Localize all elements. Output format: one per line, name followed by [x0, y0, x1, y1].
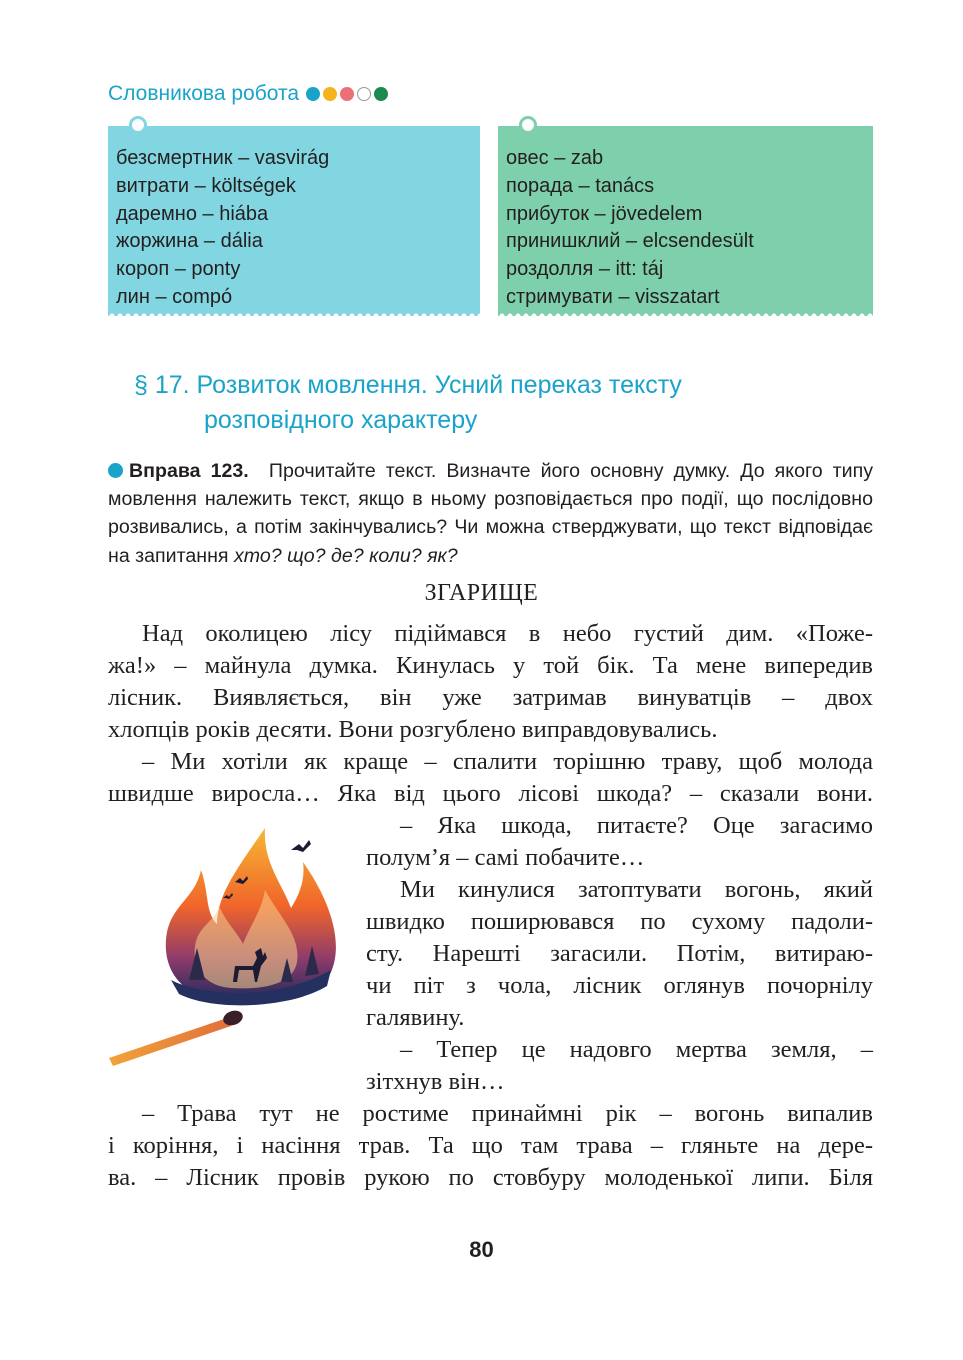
story-line: чи піт з чола, лісник оглянув почорнілу: [366, 972, 873, 999]
story-line: галявину.: [366, 1004, 465, 1031]
story-line: – Ми хотіли як краще – спалити торішню траву, щоб молода: [142, 748, 873, 775]
exercise-questions: хто? що? де? коли? як?: [233, 544, 458, 567]
level-dot-3: [340, 87, 354, 101]
story-line: лісник. Виявляється, він уже затримав винуватців – двох: [108, 684, 873, 711]
vocabulary-item: стримувати – visszatart: [506, 285, 720, 308]
level-dots: [306, 87, 388, 101]
story-line: швидше виросла… Яка від цього лісові шкода? – сказали вони.: [108, 780, 873, 807]
vocabulary-list-right: [506, 145, 754, 312]
story-line: сту. Нарешті загасили. Потім, витираю-: [366, 940, 873, 967]
story-line: Ми кинулися затоптувати вогонь, який: [400, 876, 873, 903]
ring-icon: [519, 116, 537, 134]
bullet-icon: [108, 463, 123, 478]
story-line: – Тепер це надовго мертва земля, –: [400, 1036, 873, 1063]
story-line: – Яка шкода, питаєте? Оце загасимо: [400, 812, 873, 839]
story-line: – Трава тут не ростиме принаймні рік – вогонь випалив: [142, 1100, 873, 1127]
vocabulary-item: жоржина – dália: [116, 230, 263, 253]
page-number: 80: [469, 1237, 494, 1262]
vocabulary-item: роздолля – itt: táj: [506, 258, 664, 281]
story-line: ва. – Лісник провів рукою по стовбуру молоденької липи. Біля: [108, 1164, 873, 1191]
section-title-line2: розповідного характеру: [204, 406, 478, 434]
story-line: полум’я – самі побачите…: [366, 844, 645, 871]
vocabulary-card-left: [108, 126, 480, 316]
exercise-label: Вправа 123.: [129, 460, 249, 482]
perforated-edge: [498, 313, 873, 319]
vocabulary-item: витрати – költségek: [116, 174, 296, 197]
section-title-line1: § 17. Розвиток мовлення. Усний переказ тексту: [134, 371, 682, 399]
vocabulary-item: овес – zab: [506, 147, 604, 169]
story-line: Над околицею лісу підіймався в небо густий дим. «Поже-: [142, 620, 873, 647]
perforated-edge: [108, 313, 480, 319]
vocabulary-item: прибуток – jövedelem: [506, 202, 703, 225]
level-dot-4: [357, 87, 371, 101]
level-dot-2: [323, 87, 337, 101]
level-dot-5: [374, 87, 388, 101]
vocabulary-item: принишклий – elcsendesült: [506, 230, 754, 253]
vocabulary-item: короп – ponty: [116, 258, 241, 281]
vocabulary-item: даремно – hiába: [116, 202, 269, 225]
burning-match-illustration: [105, 820, 355, 1070]
section-title: [134, 368, 682, 438]
vocabulary-item: лин – compó: [116, 285, 233, 308]
story-line: зітхнув він…: [366, 1068, 505, 1095]
story-line: хлопців років десяти. Вони розгублено виправдовувались.: [108, 716, 718, 743]
story-line: швидко поширювався по сухому падоли-: [366, 908, 873, 935]
vocabulary-list-left: [116, 145, 329, 312]
story-line: жа!» – майнула думка. Кинулась у той бік. Та мене випередив: [108, 652, 873, 679]
exercise-task: [108, 457, 873, 570]
story-title: ЗГАРИЩЕ: [424, 580, 539, 606]
vocabulary-item: порада – tanács: [506, 174, 655, 197]
ring-icon: [129, 116, 147, 134]
vocabulary-item: безсмертник – vasvirág: [116, 147, 330, 169]
level-dot-1: [306, 87, 320, 101]
vocabulary-heading: [108, 82, 388, 106]
story-line: і коріння, і насіння трав. Та що там трава – гляньте на дере-: [108, 1132, 873, 1159]
match-stick: [109, 1018, 231, 1066]
exercise-text: Прочитайте текст. Визначте його основну думку. До якого типу мовлення належить текст, якщо в ньому розповідається про події, що послідовно розвивались, а потім закінчувались? Чи можна стверджувати, що текст відповідає на запитання: [108, 460, 873, 567]
vocabulary-card-right: [498, 126, 873, 316]
vocabulary-heading-text: Словникова робота: [108, 82, 300, 105]
